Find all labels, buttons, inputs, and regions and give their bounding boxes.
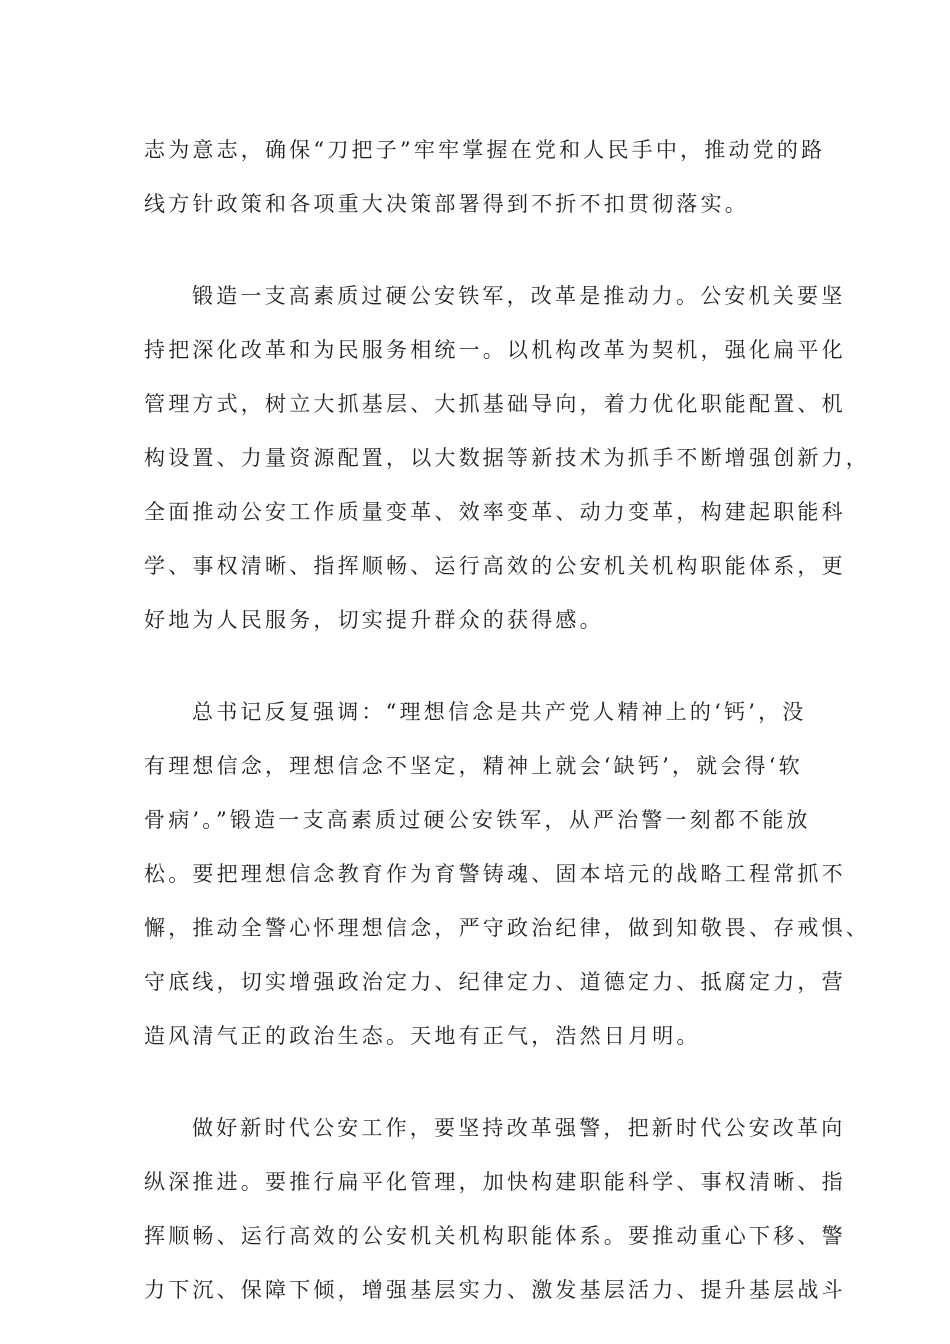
- text-line: 有理想信念，理想信念不坚定，精神上就会‘缺钙’，就会得‘软: [144, 754, 803, 778]
- text-line: 持把深化改革和为民服务相统一。以机构改革为契机，强化扁平化: [144, 338, 846, 362]
- text-line: 挥顺畅、运行高效的公安机关机构职能体系。要推动重心下移、警: [144, 1224, 846, 1248]
- text-line: 做好新时代公安工作，要坚持改革强警，把新时代公安改革向: [192, 1116, 846, 1140]
- text-line: 力下沉、保障下倾，增强基层实力、激发基层活力、提升基层战斗: [144, 1278, 846, 1302]
- text-line: 志为意志，确保“刀把子”牢牢掌握在党和人民手中，推动党的路: [144, 138, 826, 162]
- paragraph-1: [144, 123, 826, 231]
- text-line: 总书记反复强调：“理想信念是共产党人精神上的‘钙’，没: [192, 700, 807, 724]
- text-line: 松。要把理想信念教育作为育警铸魂、固本培元的战略工程常抓不: [144, 862, 846, 886]
- text-line: 造风清气正的政治生态。天地有正气，浩然日月明。: [144, 1024, 701, 1048]
- paragraph-4: [144, 1101, 846, 1317]
- text-line: 全面推动公安工作质量变革、效率变革、动力变革，构建起职能科: [144, 500, 846, 524]
- text-line: 骨病’。”锻造一支高素质过硬公安铁军，从严治警一刻都不能放: [144, 808, 811, 832]
- text-line: 好地为人民服务，切实提升群众的获得感。: [144, 608, 604, 632]
- text-line: 管理方式，树立大抓基层、大抓基础导向，着力优化职能配置、机: [144, 392, 846, 416]
- document-body: [144, 123, 870, 1317]
- paragraph-3: [144, 685, 870, 1063]
- text-line: 懈，推动全警心怀理想信念，严守政治纪律，做到知敬畏、存戒惧、: [144, 916, 870, 940]
- text-line: 守底线，切实增强政治定力、纪律定力、道德定力、抵腐定力，营: [144, 970, 846, 994]
- text-line: 纵深推进。要推行扁平化管理，加快构建职能科学、事权清晰、指: [144, 1170, 846, 1194]
- text-line: 线方针政策和各项重大决策部署得到不折不扣贯彻落实。: [144, 192, 749, 216]
- paragraph-2: [144, 269, 870, 647]
- text-line: 学、事权清晰、指挥顺畅、运行高效的公安机关机构职能体系，更: [144, 554, 846, 578]
- text-line: 构设置、力量资源配置，以大数据等新技术为抓手不断增强创新力，: [144, 446, 870, 470]
- text-line: 锻造一支高素质过硬公安铁军，改革是推动力。公安机关要坚: [192, 284, 846, 308]
